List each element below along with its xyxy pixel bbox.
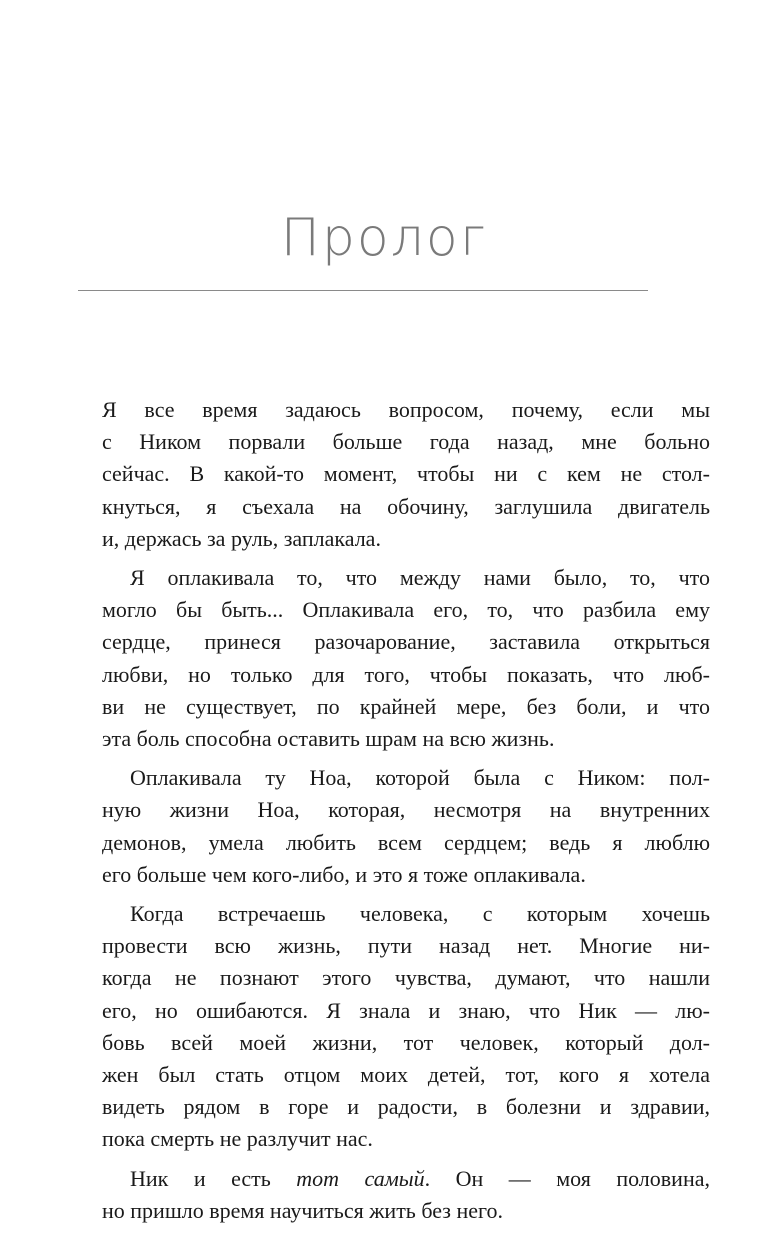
text-line: жен был стать отцом моих детей, тот, кого я хотела (102, 1062, 710, 1088)
paragraph-5 (102, 1163, 710, 1227)
text-run: . Он — моя половина, (424, 1165, 710, 1191)
chapter-title: Пролог (280, 208, 488, 268)
text-line: могло бы быть... Оплакивала его, то, что разбила ему (102, 597, 710, 623)
text-line (102, 1163, 710, 1195)
text-line: пока смерть не разлучит нас. (102, 1126, 373, 1152)
text-line: провести всю жизнь, пути назад нет. Многие ни- (102, 933, 710, 959)
chapter-body (102, 394, 710, 1234)
paragraph-1 (102, 394, 710, 555)
text-line: Когда встречаешь человека, с которым хочешь (130, 901, 710, 927)
text-line: сейчас. В какой-то момент, чтобы ни с кем не стол- (102, 461, 710, 487)
emphasis-text: тот самый (296, 1165, 425, 1191)
text-line: бовь всей моей жизни, тот человек, который дол- (102, 1029, 710, 1055)
text-line: Я оплакивала то, что между нами было, то, что (130, 565, 710, 591)
text-line: ви не существует, по крайней мере, без боли, и что (102, 693, 710, 719)
text-line: любви, но только для того, чтобы показать, что люб- (102, 661, 710, 687)
text-line: сердце, принеся разочарование, заставила открыться (102, 629, 710, 655)
title-divider (78, 290, 648, 291)
text-line: Оплакивала ту Ноа, которой была с Ником: пол- (130, 765, 710, 791)
text-line: Я все время задаюсь вопросом, почему, если мы (102, 397, 710, 422)
paragraph-3 (102, 762, 710, 891)
text-line: эта боль способна оставить шрам на всю жизнь. (102, 726, 555, 752)
text-line: видеть рядом в горе и радости, в болезни и здравии, (102, 1094, 710, 1120)
text-line: с Ником порвали больше года назад, мне больно (102, 429, 710, 455)
text-line: и, держась за руль, заплакала. (102, 525, 381, 551)
text-line: ную жизни Ноа, которая, несмотря на внутренних (102, 797, 710, 823)
text-line: демонов, умела любить всем сердцем; ведь я люблю (102, 829, 710, 855)
paragraph-4 (102, 898, 710, 1156)
text-line: кнуться, я съехала на обочину, заглушила двигатель (102, 493, 710, 519)
paragraph-2 (102, 562, 710, 755)
text-line: его больше чем кого-либо, и это я тоже оплакивала. (102, 861, 586, 887)
text-line: его, но ошибаются. Я знала и знаю, что Ник — лю- (102, 997, 710, 1023)
text-line: когда не познают этого чувства, думают, что нашли (102, 965, 710, 991)
text-line: но пришло время научиться жить без него. (102, 1197, 503, 1223)
text-run: Ник и есть (130, 1165, 297, 1191)
